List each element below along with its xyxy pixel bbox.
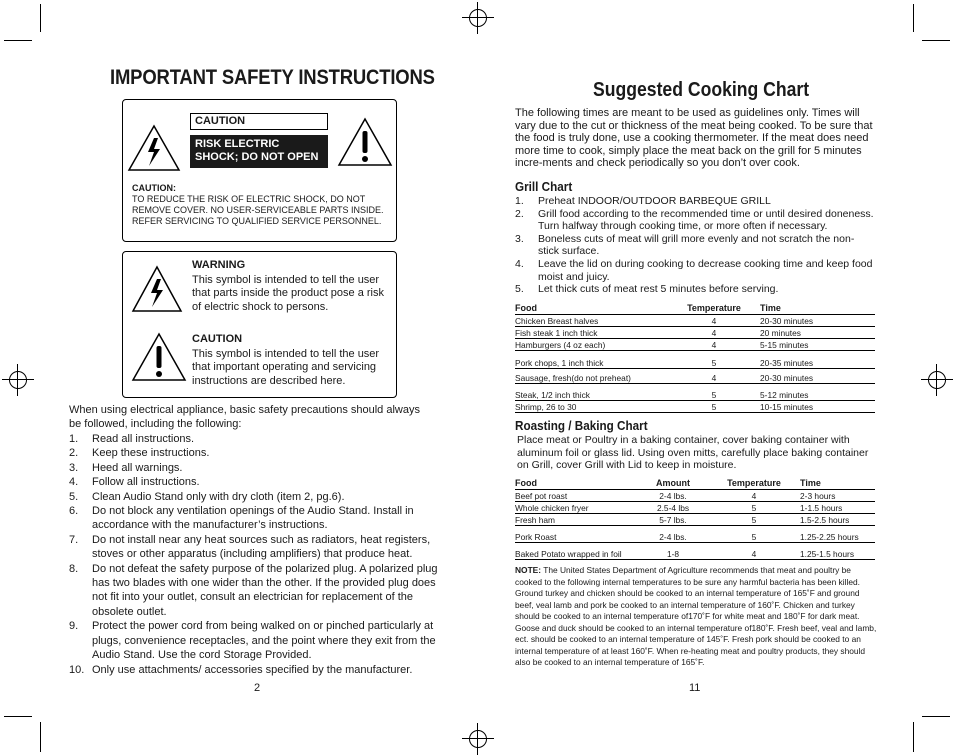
list-text: Grill food according to the recommended time or until desired doneness. Turn halfway through cooking time, or more often if necessary. bbox=[538, 207, 874, 233]
table-cell: 2-4 lbs. bbox=[638, 526, 708, 543]
exclamation-icon bbox=[131, 332, 187, 382]
column-header: Time bbox=[760, 303, 875, 315]
list-number: 2. bbox=[69, 447, 79, 460]
warning-heading: WARNING bbox=[192, 259, 246, 271]
lightning-bolt-icon bbox=[131, 265, 183, 313]
registration-mark bbox=[466, 6, 490, 30]
roasting-chart-heading: Roasting / Baking Chart bbox=[515, 418, 648, 433]
risk-shock-label: RISK ELECTRIC SHOCK; DO NOT OPEN bbox=[190, 135, 328, 168]
list-item bbox=[515, 195, 875, 208]
table-cell: 2.5-4 lbs bbox=[638, 502, 708, 514]
list-text: Protect the power cord from being walked on or pinched particularly at plugs, convenience receptacles, and the point where they exit from the Audio Stand. Use the cord Storage Provided. bbox=[92, 620, 436, 662]
list-text: Read all instructions. bbox=[92, 433, 195, 445]
table-row bbox=[515, 502, 875, 514]
table-row bbox=[515, 543, 875, 560]
list-item bbox=[69, 663, 441, 677]
table-cell: 4 bbox=[668, 327, 760, 339]
caution-symbol-block bbox=[192, 333, 392, 388]
crop-mark bbox=[913, 722, 914, 752]
safety-list bbox=[69, 432, 441, 677]
caution-symbol-heading: CAUTION bbox=[192, 333, 243, 345]
table-cell: 4 bbox=[708, 543, 800, 560]
warning-block bbox=[192, 259, 392, 314]
usda-note bbox=[515, 565, 877, 669]
grill-chart-heading: Grill Chart bbox=[515, 179, 573, 194]
page-title: Suggested Cooking Chart bbox=[593, 79, 810, 101]
list-item bbox=[515, 208, 875, 233]
list-number: 8. bbox=[69, 562, 79, 575]
table-cell: Steak, 1/2 inch thick bbox=[515, 384, 668, 401]
table-row bbox=[515, 339, 875, 351]
table-cell: 20-30 minutes bbox=[760, 315, 875, 327]
list-item bbox=[515, 283, 875, 296]
table-cell: Beef pot roast bbox=[515, 490, 638, 502]
table-cell: 4 bbox=[668, 315, 760, 327]
table-cell: 20-30 minutes bbox=[760, 369, 875, 384]
registration-mark bbox=[466, 727, 490, 751]
table-cell: Fresh ham bbox=[515, 514, 638, 526]
table-cell: 1-8 bbox=[638, 543, 708, 560]
crop-mark bbox=[4, 716, 32, 717]
lightning-bolt-icon bbox=[127, 124, 181, 172]
table-cell: Hamburgers (4 oz each) bbox=[515, 339, 668, 351]
note-label: NOTE: bbox=[515, 565, 542, 575]
caution-notice bbox=[132, 183, 392, 227]
list-item bbox=[515, 233, 875, 258]
table-cell: Shrimp, 26 to 30 bbox=[515, 401, 668, 413]
table-cell: 20 minutes bbox=[760, 327, 875, 339]
table-cell: 1.25-2.25 hours bbox=[800, 526, 875, 543]
list-item bbox=[69, 461, 441, 475]
list-number: 3. bbox=[515, 232, 524, 245]
list-item bbox=[69, 562, 441, 620]
list-number: 10. bbox=[69, 663, 85, 676]
note-text: The United States Department of Agriculture recommends that meat and poultry be cooked to the following internal temperatures to be sure any harmful bacteria has been killed. Ground turkey and chicken should be cooked to an internal temperature of 165˚F and ground beef, veal lamb and pork be cooked to an internal temperature of 160˚F. Chicken and turkey should be cooked to an internal temperature of170˚F for white meat and 180˚F for dark meat. Goose and duck should be cooked to an internal temperature of180˚F. Fresh beef, veal and lamb, ect. should be cooked to an internal temperature of 145˚F. Fresh pork should be cooked to an internal temperature of at least 160˚F. When re-heating meat and poultry products, they should also be cooked to an internal temperature of 165˚F. bbox=[515, 565, 877, 667]
list-number: 7. bbox=[69, 533, 79, 546]
table-row bbox=[515, 351, 875, 369]
table-cell: 4 bbox=[668, 339, 760, 351]
page-number: 2 bbox=[254, 682, 261, 694]
crop-mark bbox=[4, 40, 32, 41]
roasting-text: Place meat or Poultry in a baking container, cover baking container with aluminum foil or glass lid. Using oven mitts, carefully place baking container on Grill, cover Grill with Lid to keep in moisture. bbox=[517, 434, 869, 472]
list-number: 1. bbox=[515, 195, 524, 207]
list-text: Keep these instructions. bbox=[92, 447, 210, 460]
list-number: 5. bbox=[69, 490, 79, 503]
list-text: Preheat INDOOR/OUTDOOR BARBEQUE GRILL bbox=[538, 195, 771, 207]
list-item bbox=[69, 619, 441, 662]
list-number: 2. bbox=[515, 207, 524, 220]
table-row bbox=[515, 315, 875, 327]
table-row bbox=[515, 327, 875, 339]
chart-intro: The following times are meant to be used as guidelines only. Times will vary due to the cut or thickness of the meat being cooked. To be sure that the food is truly done, use a cooking thermometer. If the meat does need more time to cook, simply place the meat back on the grill for 5 minutes incre-ments and check periodically so you don’t over cook. bbox=[515, 107, 873, 170]
list-text: Only use attachments/ accessories specified by the manufacturer. bbox=[92, 663, 413, 676]
list-number: 4. bbox=[515, 257, 524, 270]
table-cell: 5 bbox=[668, 351, 760, 369]
list-number: 3. bbox=[69, 461, 79, 474]
warning-text: This symbol is intended to tell the user that parts inside the product pose a risk of electric shock to persons. bbox=[192, 273, 384, 313]
caution-symbol-text: This symbol is intended to tell the user that important operating and servicing instructions are described here. bbox=[192, 347, 380, 387]
page-number: 11 bbox=[689, 682, 701, 694]
table-cell: 5 bbox=[708, 502, 800, 514]
table-cell: 2-3 hours bbox=[800, 490, 875, 502]
table-cell: 4 bbox=[668, 369, 760, 384]
column-header: Temperature bbox=[708, 478, 800, 490]
table-cell: 5 bbox=[708, 514, 800, 526]
table-cell: Baked Potato wrapped in foil bbox=[515, 543, 638, 560]
exclamation-icon bbox=[337, 117, 393, 167]
crop-mark bbox=[922, 40, 950, 41]
table-cell: Sausage, fresh(do not preheat) bbox=[515, 369, 668, 384]
grill-table bbox=[515, 303, 875, 413]
table-cell: 5 bbox=[668, 384, 760, 401]
table-cell: 1.25-1.5 hours bbox=[800, 543, 875, 560]
list-text: Let thick cuts of meat rest 5 minutes before serving. bbox=[538, 283, 779, 296]
list-text: Do not block any ventilation openings of the Audio Stand. Install in accordance with the manufacturer’s instructions. bbox=[92, 505, 414, 532]
list-item bbox=[69, 504, 441, 533]
list-text: Boneless cuts of meat will grill more evenly and not scratch the non-stick surface. bbox=[538, 232, 855, 258]
caution-label: CAUTION bbox=[190, 113, 328, 130]
registration-mark bbox=[6, 368, 30, 392]
table-cell: Whole chicken fryer bbox=[515, 502, 638, 514]
list-number: 5. bbox=[515, 283, 524, 296]
table-cell: 5-12 minutes bbox=[760, 384, 875, 401]
list-text: Leave the lid on during cooking to decrease cooking time and keep food moist and juicy. bbox=[538, 257, 873, 283]
caution-heading: CAUTION: bbox=[132, 183, 176, 193]
crop-mark bbox=[913, 4, 914, 32]
table-cell: 5-15 minutes bbox=[760, 339, 875, 351]
registration-mark bbox=[925, 368, 949, 392]
crop-mark bbox=[922, 716, 950, 717]
table-row bbox=[515, 526, 875, 543]
column-header: Time bbox=[800, 478, 875, 490]
table-cell: Pork chops, 1 inch thick bbox=[515, 351, 668, 369]
list-item bbox=[69, 432, 441, 446]
caution-text: TO REDUCE THE RISK OF ELECTRIC SHOCK, DO NOT REMOVE COVER. NO USER-SERVICEABLE PARTS INSIDE. REFER SERVICING TO QUALIFIED SERVICE PERSONNEL. bbox=[132, 194, 384, 226]
list-item bbox=[69, 475, 441, 489]
list-text: Clean Audio Stand only with dry cloth (item 2, pg.6). bbox=[92, 490, 345, 503]
safety-intro bbox=[69, 403, 429, 432]
list-number: 4. bbox=[69, 476, 79, 489]
table-cell: 4 bbox=[708, 490, 800, 502]
crop-mark bbox=[40, 722, 41, 752]
list-item bbox=[69, 490, 441, 504]
table-row bbox=[515, 401, 875, 413]
table-row bbox=[515, 384, 875, 401]
list-text: Heed all warnings. bbox=[92, 461, 183, 474]
column-header: Temperature bbox=[668, 303, 760, 315]
table-cell: Pork Roast bbox=[515, 526, 638, 543]
table-cell: 5 bbox=[708, 526, 800, 543]
column-header: Amount bbox=[638, 478, 708, 490]
table-row bbox=[515, 369, 875, 384]
list-item bbox=[69, 446, 441, 460]
column-header: Food bbox=[515, 303, 668, 315]
list-number: 6. bbox=[69, 505, 79, 518]
crop-mark bbox=[40, 4, 41, 32]
list-text: Do not install near any heat sources such as radiators, heat registers, stoves or other apparatus (including amplifiers) that produce heat. bbox=[92, 533, 431, 561]
table-cell: 1.5-2.5 hours bbox=[800, 514, 875, 526]
table-cell: 5 bbox=[668, 401, 760, 413]
table-cell: 1-1.5 hours bbox=[800, 502, 875, 514]
list-text: Do not defeat the safety purpose of the polarized plug. A polarized plug has two blades with one wider than the other. If the provided plug does not fit into your outlet, consult an electrician for replacement of the obsolete outlet. bbox=[92, 562, 438, 618]
list-item bbox=[515, 258, 875, 283]
table-cell: 10-15 minutes bbox=[760, 401, 875, 413]
table-cell: 2-4 lbs. bbox=[638, 490, 708, 502]
table-cell: 5-7 lbs. bbox=[638, 514, 708, 526]
column-header: Food bbox=[515, 478, 638, 490]
table-cell: 20-35 minutes bbox=[760, 351, 875, 369]
table-row bbox=[515, 514, 875, 526]
list-number: 9. bbox=[69, 620, 79, 633]
safety-intro-text: When using electrical appliance, basic safety precautions should always be followed, including the following: bbox=[69, 404, 420, 431]
page-title: IMPORTANT SAFETY INSTRUCTIONS bbox=[110, 66, 435, 89]
grill-steps bbox=[515, 195, 875, 296]
table-cell: Fish steak 1 inch thick bbox=[515, 327, 668, 339]
list-text: Follow all instructions. bbox=[92, 476, 200, 489]
table-cell: Chicken Breast halves bbox=[515, 315, 668, 327]
list-item bbox=[69, 533, 441, 562]
table-row bbox=[515, 490, 875, 502]
list-number: 1. bbox=[69, 433, 79, 445]
roasting-table bbox=[515, 478, 875, 560]
